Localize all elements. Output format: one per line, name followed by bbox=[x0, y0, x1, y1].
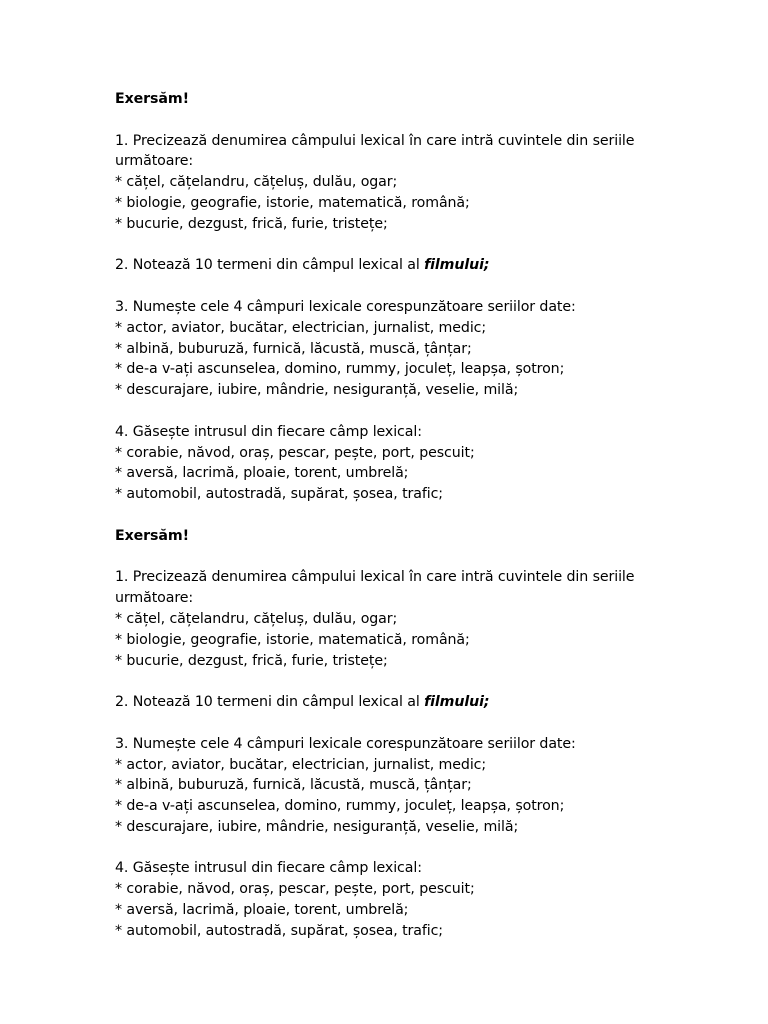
exercise-1 bbox=[115, 567, 735, 671]
exercise-intro: 1. Precizează denumirea câmpului lexical în care intră cuvintele din seriile bbox=[115, 132, 635, 149]
spacer bbox=[115, 110, 735, 131]
exercise-item: * corabie, năvod, oraș, pescar, pește, port, pescuit; bbox=[115, 881, 475, 898]
exercise-item: * cățel, cățelandru, cățeluș, dulău, ogar; bbox=[115, 174, 398, 191]
exercise-text: 2. Notează 10 termeni din câmpul lexical al bbox=[115, 694, 425, 711]
exercise-item: * albină, buburuză, furnică, lăcustă, muscă, țânțar; bbox=[115, 777, 472, 794]
exercise-text: 2. Notează 10 termeni din câmpul lexical al bbox=[115, 257, 425, 274]
spacer bbox=[115, 547, 735, 568]
exercise-2 bbox=[115, 692, 735, 713]
exercise-item: * descurajare, iubire, mândrie, nesiguranță, veselie, milă; bbox=[115, 382, 519, 399]
exercise-item: * cățel, cățelandru, cățeluș, dulău, ogar; bbox=[115, 610, 398, 627]
section-heading: Exersăm! bbox=[115, 91, 189, 107]
spacer bbox=[115, 235, 735, 256]
exercise-4 bbox=[115, 858, 735, 941]
exercise-item: * bucurie, dezgust, frică, furie, tristețe; bbox=[115, 652, 388, 669]
exercise-item: * de-a v-ați ascunselea, domino, rummy, joculeț, leapșa, șotron; bbox=[115, 798, 565, 815]
exercise-intro-continued: următoare: bbox=[115, 590, 194, 607]
exercise-item: * descurajare, iubire, mândrie, nesiguranță, veselie, milă; bbox=[115, 818, 519, 835]
document-page bbox=[115, 89, 735, 942]
exercise-intro: 3. Numește cele 4 câmpuri lexicale corespunzătoare seriilor date: bbox=[115, 298, 576, 315]
exercise-intro: 3. Numește cele 4 câmpuri lexicale corespunzătoare seriilor date: bbox=[115, 735, 576, 752]
exercise-intro: 4. Găsește intrusul din fiecare câmp lexical: bbox=[115, 860, 422, 877]
exercise-item: * de-a v-ați ascunselea, domino, rummy, joculeț, leapșa, șotron; bbox=[115, 361, 565, 378]
exercise-3 bbox=[115, 734, 735, 838]
spacer bbox=[115, 276, 735, 297]
exercise-3 bbox=[115, 297, 735, 401]
exercise-1 bbox=[115, 131, 735, 235]
exercise-item: * biologie, geografie, istorie, matematică, română; bbox=[115, 631, 470, 648]
exercise-item: * corabie, năvod, oraș, pescar, pește, port, pescuit; bbox=[115, 444, 475, 461]
exercise-intro: 4. Găsește intrusul din fiecare câmp lexical: bbox=[115, 423, 422, 440]
exercise-intro-continued: următoare: bbox=[115, 153, 194, 170]
exercise-intro: 1. Precizează denumirea câmpului lexical în care intră cuvintele din seriile bbox=[115, 569, 635, 586]
spacer bbox=[115, 671, 735, 692]
exercise-item: * automobil, autostradă, supărat, șosea, trafic; bbox=[115, 922, 443, 939]
exercise-section bbox=[115, 89, 735, 505]
exercise-2 bbox=[115, 255, 735, 276]
spacer bbox=[115, 713, 735, 734]
exercise-item: * aversă, lacrimă, ploaie, torent, umbrelă; bbox=[115, 902, 409, 919]
exercise-item: * aversă, lacrimă, ploaie, torent, umbrelă; bbox=[115, 465, 409, 482]
exercise-item: * actor, aviator, bucătar, electrician, jurnalist, medic; bbox=[115, 756, 487, 773]
spacer bbox=[115, 838, 735, 859]
spacer bbox=[115, 401, 735, 422]
section-heading: Exersăm! bbox=[115, 527, 189, 544]
exercise-item: * bucurie, dezgust, frică, furie, tristețe; bbox=[115, 215, 388, 232]
exercise-4 bbox=[115, 422, 735, 505]
exercise-emphasis: filmului; bbox=[424, 257, 490, 274]
exercise-item: * albină, buburuză, furnică, lăcustă, muscă, țânțar; bbox=[115, 340, 472, 357]
exercise-item: * actor, aviator, bucătar, electrician, jurnalist, medic; bbox=[115, 319, 487, 336]
exercise-emphasis: filmului; bbox=[424, 694, 490, 711]
exercise-section bbox=[115, 526, 735, 942]
spacer bbox=[115, 505, 735, 526]
exercise-item: * biologie, geografie, istorie, matematică, română; bbox=[115, 194, 470, 211]
exercise-item: * automobil, autostradă, supărat, șosea, trafic; bbox=[115, 486, 443, 503]
